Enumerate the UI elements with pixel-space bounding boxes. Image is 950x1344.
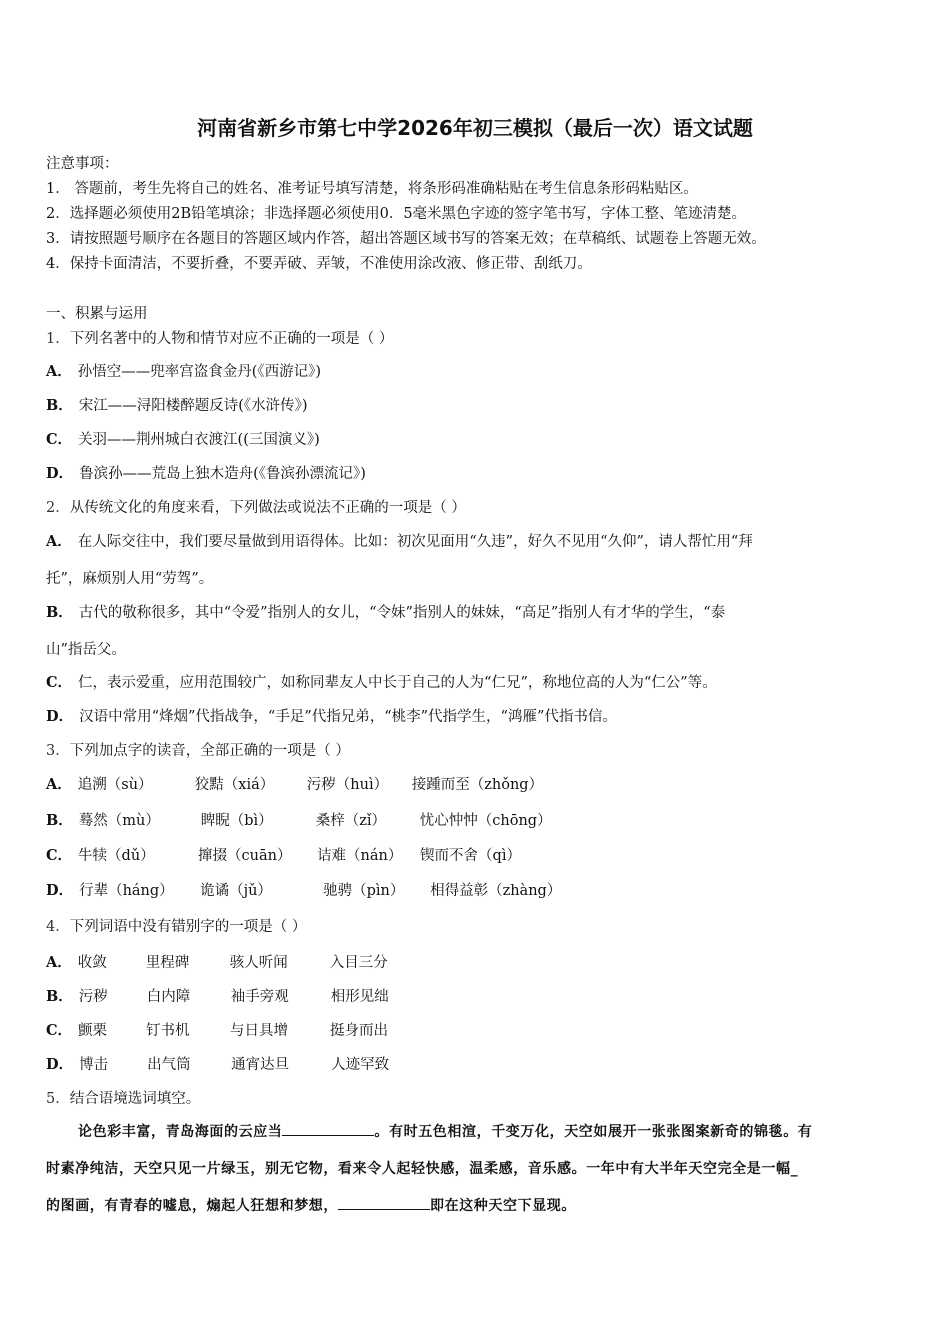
- word: 桑梓（zǐ）: [315, 813, 387, 829]
- word: 钉书机: [146, 1023, 190, 1039]
- q4-option-d: [46, 1053, 389, 1074]
- question-stem: 下列加点字的读音，全部正确的一项是（ ）: [69, 743, 350, 759]
- section-heading: 一、积累与运用: [46, 306, 148, 322]
- option-text: 在人际交往中，我们要尽量做到用语得体。比如：初次见面用“久违”，好久不见用“久仰”，请人帮忙用“拜: [77, 534, 753, 550]
- word: 忧心忡忡（chōng）: [419, 813, 552, 829]
- word: 相形见绌: [330, 989, 389, 1005]
- passage-text: 的图画，有青春的嘘息，煽起人狂想和梦想，: [46, 1198, 338, 1214]
- notice-item-2: 2．选择题必须使用2B铅笔填涂；非选择题必须使用0．5毫米黑色字迹的签字笔书写，字体工整、笔迹清楚。: [46, 206, 747, 222]
- word: 驰骋（pìn）: [323, 883, 405, 899]
- question-number: 3．: [46, 743, 70, 759]
- option-text: 宋江——浔阳楼醉题反诗(《水浒传》): [78, 398, 308, 414]
- option-text: 鲁滨孙——荒岛上独木造舟(《鲁滨孙漂流记》): [79, 466, 366, 482]
- question-stem: 下列名著中的人物和情节对应不正确的一项是（ ）: [69, 331, 394, 347]
- word: 骇人听闻: [229, 955, 288, 971]
- option-label: C．: [46, 431, 73, 448]
- word: 接踵而至（zhǒng）: [411, 777, 544, 793]
- option-label: C．: [46, 1022, 73, 1039]
- passage-text: 即在这种天空下显现。: [430, 1198, 576, 1214]
- notice-item-1: 1． 答题前，考生先将自己的姓名、准考证号填写清楚，将条形码准确粘贴在考生信息条形码粘贴区。: [46, 181, 698, 197]
- q2-option-a: [46, 530, 753, 551]
- option-text: 仁，表示爱重，应用范围较广，如称同辈友人中长于自己的人为“仁兄”，称地位高的人为“仁公”等。: [78, 675, 717, 691]
- q4-option-b: [46, 985, 389, 1006]
- word: 人迹罕致: [331, 1057, 390, 1073]
- q2-option-b-cont: 山”指岳父。: [46, 642, 126, 658]
- word: 相得益彰（zhàng）: [430, 883, 562, 899]
- word: 狡黠（xiá）: [194, 777, 275, 793]
- question-2: [46, 496, 466, 517]
- q3-option-c: [46, 844, 521, 865]
- option-label: B．: [46, 397, 73, 414]
- word: 与日具增: [230, 1023, 289, 1039]
- passage-line-2: 时素净纯洁，天空只见一片绿玉，别无它物，看来令人起轻快感，温柔感，音乐感。一年中有大半年天空完全是一幅_: [46, 1161, 799, 1177]
- passage-line-1: [78, 1121, 812, 1141]
- word: 诡谲（jǔ）: [200, 883, 272, 899]
- q1-option-a: [46, 360, 321, 381]
- passage-line-3: [46, 1195, 576, 1215]
- word: 挺身而出: [330, 1023, 389, 1039]
- q2-option-a-cont: 托”，麻烦别人用“劳驾”。: [46, 571, 214, 587]
- question-3: [46, 739, 350, 760]
- word: 颤栗: [78, 1023, 108, 1039]
- q4-option-c: [46, 1019, 388, 1040]
- option-label: D．: [46, 882, 74, 899]
- option-label: A．: [46, 776, 72, 793]
- word: 锲而不舍（qì）: [420, 848, 521, 864]
- word: 牛犊（dǔ）: [78, 848, 155, 864]
- q2-option-d: [46, 705, 617, 726]
- question-number: 4．: [46, 919, 70, 935]
- passage-text: 论色彩丰富，青岛海面的云应当: [78, 1124, 283, 1140]
- q3-option-a: [46, 773, 543, 794]
- q1-option-c: [46, 428, 320, 449]
- q2-option-b: [46, 601, 725, 622]
- word: 袖手旁观: [230, 989, 289, 1005]
- notice-item-4: 4．保持卡面清洁，不要折叠，不要弄破、弄皱，不准使用涂改液、修正带、刮纸刀。: [46, 256, 592, 272]
- option-label: D．: [46, 1056, 74, 1073]
- fill-blank-2[interactable]: [338, 1197, 430, 1210]
- word: 睥睨（bì）: [200, 813, 273, 829]
- word: 行辈（háng）: [79, 883, 174, 899]
- word: 蓦然（mù）: [78, 813, 160, 829]
- page-title: 河南省新乡市第七中学2026年初三模拟（最后一次）语文试题: [197, 116, 753, 140]
- option-label: B．: [46, 604, 73, 621]
- q2-option-c: [46, 671, 717, 692]
- passage-text: 。有时五色相渲，千变万化，天空如展开一张张图案新奇的锦毯。有: [374, 1124, 813, 1140]
- option-label: D．: [46, 708, 74, 725]
- word: 污秽: [78, 989, 108, 1005]
- option-label: A．: [46, 954, 72, 971]
- option-text: 关羽——荆州城白衣渡江((三国演义》): [78, 432, 320, 448]
- q3-option-b: [46, 809, 552, 830]
- q1-option-b: [46, 394, 308, 415]
- word: 出气筒: [147, 1057, 191, 1073]
- word: 撺掇（cuān）: [198, 848, 292, 864]
- question-number: 2．: [46, 500, 70, 516]
- option-text: 孙悟空——兜率宫盗食金丹(《西游记》): [77, 364, 322, 380]
- q3-option-d: [46, 879, 561, 900]
- question-number: 1．: [46, 331, 70, 347]
- word: 收敛: [77, 955, 107, 971]
- question-4: [46, 915, 306, 936]
- question-number: 5．: [46, 1091, 70, 1107]
- notice-heading: 注意事项：: [46, 156, 119, 172]
- option-label: D．: [46, 465, 74, 482]
- option-label: A．: [46, 363, 72, 380]
- word: 白内障: [146, 989, 191, 1005]
- q1-option-d: [46, 462, 366, 483]
- word: 污秽（huì）: [306, 777, 389, 793]
- option-text: 汉语中常用“烽烟”代指战争，“手足”代指兄弟，“桃李”代指学生，“鸿雁”代指书信。: [79, 709, 617, 725]
- word: 里程碑: [145, 955, 190, 971]
- word: 通宵达旦: [231, 1057, 290, 1073]
- option-label: B．: [46, 988, 73, 1005]
- option-label: C．: [46, 674, 73, 691]
- word: 诘难（nán）: [317, 848, 403, 864]
- notice-item-3: 3．请按照题号顺序在各题目的答题区域内作答，超出答题区域书写的答案无效；在草稿纸、试题卷上答题无效。: [46, 231, 766, 247]
- fill-blank-1[interactable]: [282, 1123, 374, 1136]
- word: 博击: [79, 1057, 109, 1073]
- q4-option-a: [46, 951, 388, 972]
- question-5: [46, 1087, 200, 1108]
- question-stem: 下列词语中没有错别字的一项是（ ）: [69, 919, 307, 935]
- option-label: A．: [46, 533, 72, 550]
- word: 入目三分: [329, 955, 388, 971]
- question-1: [46, 327, 393, 348]
- option-label: B．: [46, 812, 73, 829]
- option-label: C．: [46, 847, 73, 864]
- question-stem: 从传统文化的角度来看，下列做法或说法不正确的一项是（ ）: [69, 500, 466, 516]
- word: 追溯（sù）: [77, 777, 153, 793]
- option-text: 古代的敬称很多，其中“令爱”指别人的女儿，“令妹”指别人的妹妹，“高足”指别人有才华的学生，“泰: [78, 605, 726, 621]
- question-stem: 结合语境选词填空。: [69, 1091, 201, 1107]
